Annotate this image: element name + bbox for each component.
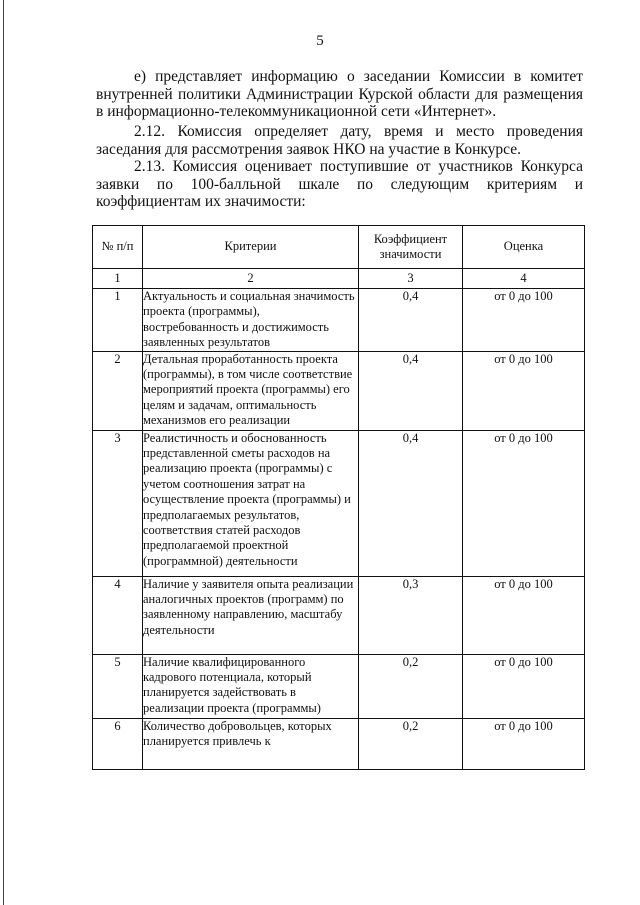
paragraph-2-13: 2.13. Комиссия оценивает поступившие от участников Конкурса заявки по 100-балльной шкале по следующим критериям и коэффициентам их значимости: xyxy=(96,158,583,211)
column-number: 4 xyxy=(463,269,585,289)
header-criteria: Критерии xyxy=(143,226,359,269)
row-coefficient: 0,2 xyxy=(359,718,463,769)
row-criterion: Наличие квалифицированного кадрового потенциала, который планируется задействовать в реализации проекта (программы) xyxy=(143,654,359,718)
page-number: 5 xyxy=(316,33,324,49)
row-criterion: Детальная проработанность проекта (программы), в том числе соответствие мероприятий проекта (программы) его целям и задачам, оптимальность механизмов его реализации xyxy=(143,351,359,430)
table-row xyxy=(93,576,585,654)
column-number: 3 xyxy=(359,269,463,289)
row-criterion: Актуальность и социальная значимость проекта (программы), востребованность и достижимость заявленных результатов xyxy=(143,289,359,352)
table-row xyxy=(93,718,585,769)
table-row xyxy=(93,289,585,352)
table-row xyxy=(93,430,585,576)
row-coefficient: 0,3 xyxy=(359,576,463,654)
row-number: 1 xyxy=(93,289,143,352)
row-coefficient: 0,4 xyxy=(359,289,463,352)
row-score: от 0 до 100 xyxy=(463,654,585,718)
column-number-row xyxy=(93,269,585,289)
row-score: от 0 до 100 xyxy=(463,576,585,654)
column-number: 1 xyxy=(93,269,143,289)
row-score: от 0 до 100 xyxy=(463,289,585,352)
row-number: 2 xyxy=(93,351,143,430)
criteria-table xyxy=(92,225,585,770)
row-number: 6 xyxy=(93,718,143,769)
row-coefficient: 0,4 xyxy=(359,430,463,576)
row-number: 4 xyxy=(93,576,143,654)
header-coefficient: Коэффициент значимости xyxy=(359,226,463,269)
column-number: 2 xyxy=(143,269,359,289)
row-criterion: Реалистичность и обоснованность представленной сметы расходов на реализацию проекта (программы) с учетом соотношения затрат на осуществление проекта (программы) и предполагаемых результатов, соответствия статей расходов предполагаемой проектной (программной) деятельности xyxy=(143,430,359,576)
row-criterion: Наличие у заявителя опыта реализации аналогичных проектов (программ) по заявленному направлению, масштабу деятельности xyxy=(143,576,359,654)
row-number: 5 xyxy=(93,654,143,718)
paragraph-item-e: е) представляет информацию о заседании Комиссии в комитет внутренней политики Администрации Курской области для размещения в информационно-телекоммуникационной сети «Интернет». xyxy=(96,68,583,121)
page-edge-line xyxy=(3,0,4,905)
table-header-row xyxy=(93,226,585,269)
paragraph-2-12: 2.12. Комиссия определяет дату, время и место проведения заседания для рассмотрения заявок НКО на участие в Конкурсе. xyxy=(96,123,583,158)
table-row xyxy=(93,654,585,718)
row-score: от 0 до 100 xyxy=(463,351,585,430)
row-number: 3 xyxy=(93,430,143,576)
row-coefficient: 0,4 xyxy=(359,351,463,430)
header-score: Оценка xyxy=(463,226,585,269)
row-criterion: Количество добровольцев, которых планируется привлечь к xyxy=(143,718,359,769)
table-row xyxy=(93,351,585,430)
row-score: от 0 до 100 xyxy=(463,718,585,769)
header-number: № п/п xyxy=(93,226,143,269)
row-coefficient: 0,2 xyxy=(359,654,463,718)
row-score: от 0 до 100 xyxy=(463,430,585,576)
